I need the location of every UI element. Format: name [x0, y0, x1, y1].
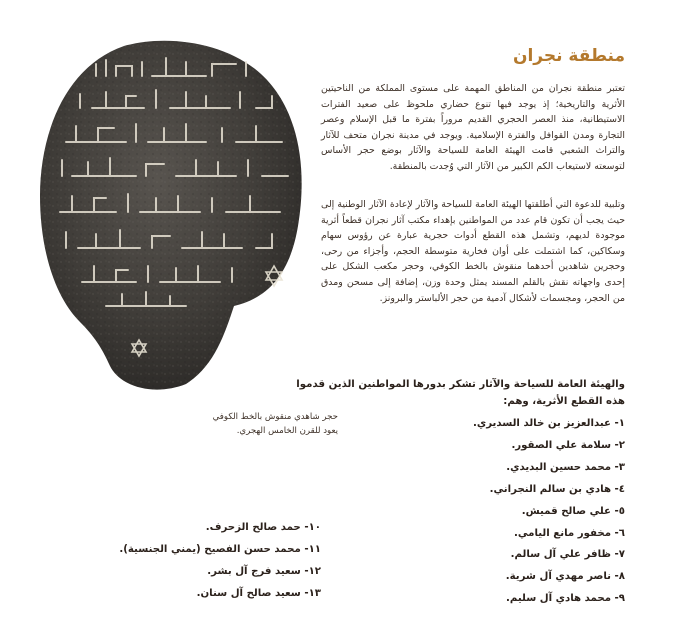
- donor-item: ٧- ظافر علي آل سالم.: [510, 549, 625, 561]
- donor-list-right: [325, 413, 625, 610]
- intro-paragraph: تعتبر منطقة نجران من المناطق المهمة على مستوى المملكة من الناحيتين الأثرية والتاريخية؛ إذ يوجد فيها تنوع حضاري ملحوظ على صعيد الفترات الاستيطانية، منذ العصر الحجري القديم مروراً بفترة ما قبل الإسلام وعصر التجارة ومدن القوافل والفترة الإسلامية. ويوجد في مدينة نجران متحف للآثار والتراث الشعبي قامت الهيئة العامة للسياحة والآثار بوضع حجر الأساس لتوسعته لاستيعاب الكم الكبير من الآثار التي وُجدت بالمنطقة.: [321, 83, 625, 172]
- donor-item: ١٢- سعيد فرج آل بشر.: [207, 565, 321, 577]
- donor-item: ٢- سلامة علي الصقور.: [511, 439, 625, 451]
- donation-paragraph: وتلبية للدعوة التي أطلقتها الهيئة العامة للسياحة والآثار لإعادة الآثار الوطنية إلى حيث يجب أن تكون قام عدد من المواطنين بإهداء مكتب آثار نجران قطعاً أثرية موجودة لديهم، وتشمل هذه القطع أدوات حجرية عبارة عن رؤوس سهام وسكاكين، كما اشتملت على أوان فخارية متوسطة الحجم، وأجزاء من رحى، وحجرين شاهدين أحدهما منقوش بالخط الكوفي، وحجر مكعب الشكل على إحدى واجهاته نقش بالقلم المسند يمثل وحدة وزن، إضافة إلى مسحن ومدق من الحجر، ومجسمات لأشكال آدمية من حجر الألباستر والبرونز.: [321, 199, 625, 304]
- donor-item: ١١- محمد حسن الفصيح (يمني الجنسية).: [119, 543, 321, 555]
- thanks-heading: والهيئة العامة للسياحة والآثار تشكر بدورها المواطنين الذين قدموا هذه القطع الأثرية، وهم:: [296, 379, 625, 407]
- page-title: منطقة نجران: [512, 46, 625, 66]
- donor-item: ٣- محمد حسين البديدي.: [506, 461, 625, 473]
- donor-item: ٦- مخفور مانع اليامي.: [513, 527, 625, 539]
- donor-list-left: [21, 517, 321, 605]
- donor-item: ٤- هادي بن سالم النجراني.: [489, 483, 625, 495]
- donor-item: ١٠- حمد صالح الزحرف.: [205, 522, 321, 533]
- caption-line-2: يعود للقرن الخامس الهجري.: [236, 426, 338, 436]
- donor-item: ٩- محمد هادي آل سليم.: [506, 593, 625, 605]
- donor-item: ٨- ناصر مهدي آل شرية.: [505, 571, 625, 583]
- donor-item: ٥- علي صالح قميش.: [521, 505, 625, 517]
- donor-item: ١٣- سعيد صالح آل سنان.: [196, 587, 321, 599]
- kufic-tombstone-image: [36, 36, 306, 392]
- caption-line-1: حجر شاهدي منقوش بالخط الكوفي: [212, 412, 338, 422]
- image-caption: [178, 410, 338, 438]
- donor-item: ١- عبدالعزيز بن خالد السديري.: [472, 418, 625, 429]
